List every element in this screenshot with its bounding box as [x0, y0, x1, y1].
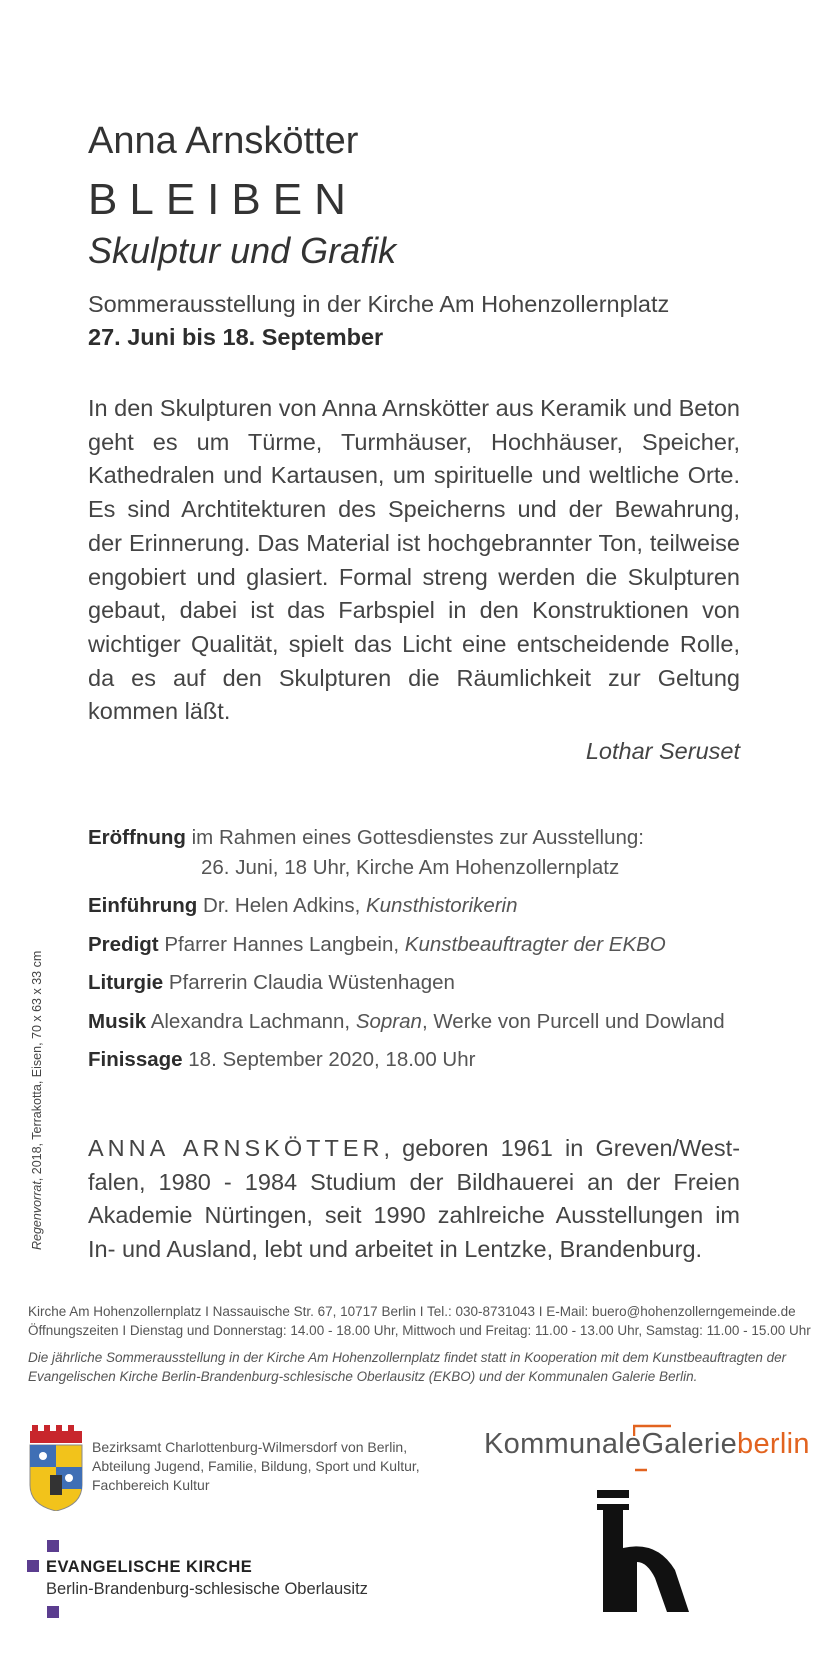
- ekbo-region: Berlin-Brandenburg-schlesische Oberlausitz: [46, 1580, 368, 1598]
- opening-details: 26. Juni, 18 Uhr, Kirche Am Hohenzollernplatz: [201, 856, 620, 879]
- footer-hours: Öffnungszeiten I Dienstag und Donnerstag: 14.00 - 18.00 Uhr, Mittwoch und Freitag: 11.00 - 13.00 Uhr, Samstag: 11.00 - 15.00 Uhr: [28, 1323, 811, 1338]
- quote-author: Lothar Seruset: [585, 738, 740, 764]
- program-liturgy: [88, 971, 455, 995]
- program-finissage: [88, 1048, 475, 1072]
- exhibition-subtitle: Skulptur und Grafik: [88, 230, 397, 271]
- program-opening: [88, 826, 644, 850]
- body-text: In den Skulpturen von Anna Arnskötter aus Keramik und Beton geht es um Türme, Turmhäuser, Hochhäuser, Speicher, Kathedralen und Kartausen, um spirituelle und weltliche Orte. Es sind Archtitekturen des Speicherns und der Bewahrung, der Erinnerung. Das Material ist hochgebrannter Ton, teilweise engobiert und glasiert. Formal streng werden die Skulpturen gebaut, dabei ist das Farbspiel in den Konstruktionen von wichtiger Qualität, spielt das Licht eine entscheidende Rolle, da es auf den Skulpturen die Räumlichkeit zur Geltung kommen läßt.: [88, 395, 740, 725]
- sermon-label: Predigt: [88, 933, 159, 956]
- bezirksamt-line1: Bezirksamt Charlottenburg-Wilmersdorf von Berlin,: [92, 1439, 408, 1455]
- finissage-text: 18. September 2020, 18.00 Uhr: [188, 1048, 476, 1071]
- kgb-part3: berlin: [737, 1428, 810, 1460]
- opening-label: Eröffnung: [88, 826, 186, 849]
- intro-role: Kunsthistorikerin: [365, 894, 518, 917]
- footer-address: Kirche Am Hohenzollernplatz I Nassauische Str. 67, 10717 Berlin I Tel.: 030-8731043 I E-Mail: buero@hohenzollerngemeinde.de: [28, 1304, 796, 1319]
- exhibition-dates: 27. Juni bis 18. September: [88, 324, 384, 350]
- bio-text: , geboren 1961 in Greven/Westfalen, 1980 - 1984 Studium der Bildhauerei an der Freien Akademie Nürtingen, seit 1990 zahlreiche Ausstellungen im In- und Ausland, lebt und arbeitet in Lentzke, Brandenburg.: [88, 1135, 741, 1262]
- music-works: , Werke von Purcell und Dowland: [421, 1010, 725, 1033]
- music-label: Musik: [88, 1010, 147, 1033]
- artist-bio: [88, 1132, 740, 1266]
- artwork-caption: [30, 951, 44, 1250]
- bezirksamt-line3: Fachbereich Kultur: [92, 1477, 210, 1493]
- liturgy-name: Pfarrerin Claudia Wüstenhagen: [168, 971, 455, 994]
- sermon-name: Pfarrer Hannes Langbein,: [164, 933, 400, 956]
- bezirksamt-line2: Abteilung Jugend, Familie, Bildung, Sport und Kultur,: [92, 1458, 420, 1474]
- liturgy-label: Liturgie: [88, 971, 164, 994]
- artist-name: Anna Arnskötter: [88, 120, 359, 162]
- music-role: Sopran: [355, 1010, 422, 1033]
- footer-cooperation: Die jährliche Sommerausstellung in der Kirche Am Hohenzollernplatz findet statt in Kooperation mit dem Kunstbeauftragten der Evangelischen Kirche Berlin-Brandenburg-schlesische Oberlausitz (EKBO) und der Kommunalen Galerie Berlin.: [28, 1350, 787, 1384]
- exhibition-title: BLEIBEN: [88, 175, 358, 224]
- artwork-title: Regenvorrat: [30, 1181, 44, 1250]
- bio-name-caps: ANNA ARNSKÖTTER: [88, 1135, 384, 1161]
- program-music: [88, 1010, 725, 1034]
- berlin-coat-of-arms-icon: [28, 1425, 84, 1511]
- bezirksamt-text: [92, 1438, 420, 1495]
- kgb-part2: Galerie: [641, 1428, 738, 1460]
- intro-name: Dr. Helen Adkins,: [203, 894, 361, 917]
- program-intro: [88, 894, 518, 918]
- artwork-details: , 2018, Terrakotta, Eisen, 70 x 63 x 33 cm: [30, 950, 44, 1182]
- location-line: Sommerausstellung in der Kirche Am Hohenzollernplatz: [88, 291, 670, 317]
- ekbo-name: EVANGELISCHE KIRCHE: [46, 1558, 253, 1576]
- program-sermon: [88, 933, 666, 957]
- church-building-icon: [597, 1490, 689, 1612]
- sermon-role: Kunstbeauftragter der EKBO: [404, 933, 666, 956]
- music-name: Alexandra Lachmann,: [150, 1010, 351, 1033]
- intro-label: Einführung: [88, 894, 198, 917]
- kgb-part1: Kommunale: [484, 1428, 642, 1460]
- kgb-orange-bracket-icon: [633, 1424, 673, 1472]
- finissage-label: Finissage: [88, 1048, 183, 1071]
- opening-text: im Rahmen eines Gottesdienstes zur Ausstellung:: [191, 826, 644, 849]
